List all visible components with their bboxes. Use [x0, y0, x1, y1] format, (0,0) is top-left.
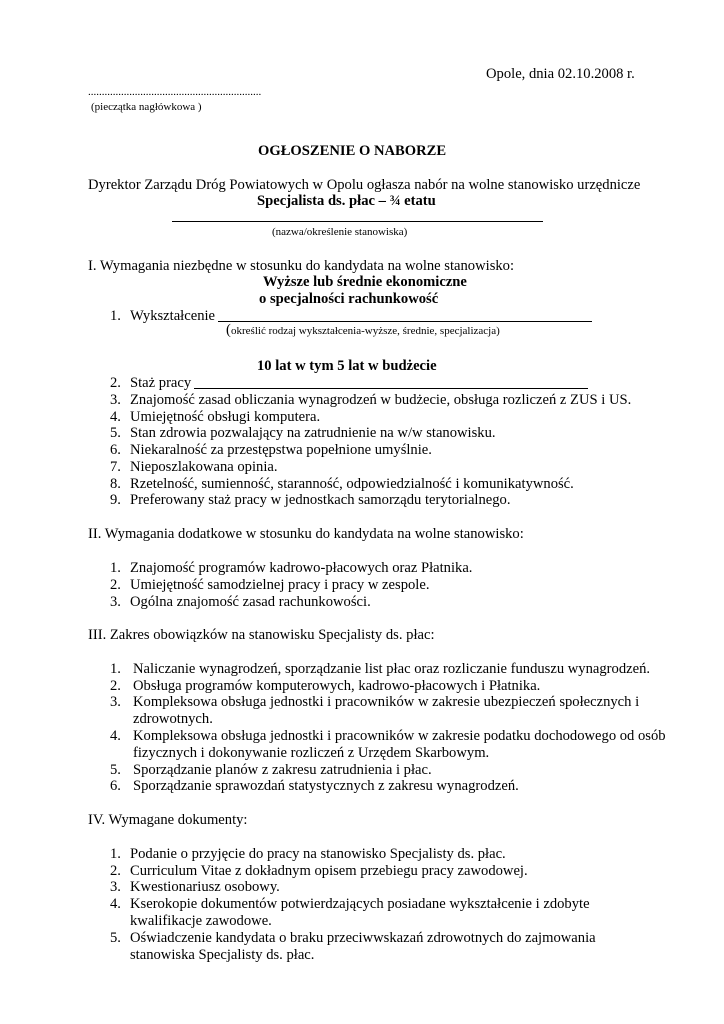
- list-item-number: 2.: [110, 863, 121, 879]
- education-caption: określić rodzaj wykształcenia-wyższe, średnie, specjalizacja): [231, 325, 500, 337]
- list-item: Umiejętność obsługi komputera.: [130, 409, 321, 425]
- list-item: Podanie o przyjęcie do pracy na stanowisko Specjalisty ds. płac.: [130, 846, 506, 862]
- list-item: Umiejętność samodzielnej pracy i pracy w zespole.: [130, 577, 430, 593]
- experience-underline: [194, 388, 588, 389]
- list-item: Stan zdrowia pozwalający na zatrudnienie na w/w stanowisku.: [130, 425, 496, 441]
- list-item-number: 8.: [110, 476, 121, 492]
- education-number: 1.: [110, 308, 121, 324]
- position-name: Specjalista ds. płac – ¾ etatu: [257, 193, 436, 209]
- education-value-line-2: o specjalności rachunkowość: [259, 291, 439, 307]
- list-item-continuation: stanowiska Specjalisty ds. płac.: [130, 947, 315, 963]
- list-item-continuation: zdrowotnych.: [133, 711, 213, 727]
- list-item-number: 1.: [110, 560, 121, 576]
- list-item-number: 5.: [110, 930, 121, 946]
- list-item-number: 7.: [110, 459, 121, 475]
- list-item: Sporządzanie planów z zakresu zatrudnienia i płac.: [133, 762, 432, 778]
- experience-label: Staż pracy: [130, 375, 192, 391]
- intro-text: Dyrektor Zarządu Dróg Powiatowych w Opolu ogłasza nabór na wolne stanowisko urzędnicze: [88, 177, 641, 193]
- section-1-heading: I. Wymagania niezbędne w stosunku do kandydata na wolne stanowisko:: [88, 258, 515, 274]
- list-item-number: 5.: [110, 425, 121, 441]
- list-item-number: 1.: [110, 846, 121, 862]
- list-item-number: 3.: [110, 694, 121, 710]
- list-item-number: 9.: [110, 492, 121, 508]
- place-date: Opole, dnia 02.10.2008 r.: [486, 66, 635, 82]
- list-item: Kwestionariusz osobowy.: [130, 879, 280, 895]
- education-value-line-1: Wyższe lub średnie ekonomiczne: [263, 274, 467, 290]
- list-item: Kompleksowa obsługa jednostki i pracowników w zakresie ubezpieczeń społecznych i: [133, 694, 640, 710]
- section-4-heading: IV. Wymagane dokumenty:: [88, 812, 248, 828]
- education-label: Wykształcenie: [130, 308, 216, 324]
- list-item-number: 3.: [110, 392, 121, 408]
- list-item: Niekaralność za przestępstwa popełnione umyślnie.: [130, 442, 432, 458]
- list-item: Sporządzanie sprawozdań statystycznych z zakresu wynagrodzeń.: [133, 778, 519, 794]
- list-item-number: 6.: [110, 442, 121, 458]
- position-caption: (nazwa/określenie stanowiska): [272, 226, 408, 238]
- list-item: Oświadczenie kandydata o braku przeciwwskazań zdrowotnych do zajmowania: [130, 930, 596, 946]
- list-item: Kserokopie dokumentów potwierdzających posiadane wykształcenie i zdobyte: [130, 896, 590, 912]
- section-2-heading: II. Wymagania dodatkowe w stosunku do kandydata na wolne stanowisko:: [88, 526, 524, 542]
- list-item: Ogólna znajomość zasad rachunkowości.: [130, 594, 371, 610]
- list-item-number: 3.: [110, 879, 121, 895]
- list-item-continuation: kwalifikacje zawodowe.: [130, 913, 272, 929]
- stamp-dots: ...............................................................: [88, 86, 262, 98]
- education-caption-paren: (: [226, 322, 231, 338]
- list-item-number: 6.: [110, 778, 121, 794]
- list-item-number: 4.: [110, 896, 121, 912]
- page-title: OGŁOSZENIE O NABORZE: [258, 143, 447, 159]
- list-item: Znajomość zasad obliczania wynagrodzeń w budżecie, obsługa rozliczeń z ZUS i US.: [130, 392, 632, 408]
- list-item: Znajomość programów kadrowo-płacowych oraz Płatnika.: [130, 560, 473, 576]
- list-item-number: 1.: [110, 661, 121, 677]
- list-item: Preferowany staż pracy w jednostkach samorządu terytorialnego.: [130, 492, 511, 508]
- experience-value: 10 lat w tym 5 lat w budżecie: [257, 358, 437, 374]
- experience-number: 2.: [110, 375, 121, 391]
- list-item: Rzetelność, sumienność, staranność, odpowiedzialność i komunikatywność.: [130, 476, 574, 492]
- position-underline: [172, 221, 543, 222]
- list-item-number: 3.: [110, 594, 121, 610]
- list-item: Curriculum Vitae z dokładnym opisem przebiegu pracy zawodowej.: [130, 863, 528, 879]
- list-item-number: 5.: [110, 762, 121, 778]
- list-item-number: 4.: [110, 409, 121, 425]
- education-underline: [218, 321, 592, 322]
- list-item-number: 2.: [110, 577, 121, 593]
- section-3-heading: III. Zakres obowiązków na stanowisku Specjalisty ds. płac:: [88, 627, 435, 643]
- list-item: Naliczanie wynagrodzeń, sporządzanie list płac oraz rozliczanie funduszu wynagrodzeń.: [133, 661, 651, 677]
- list-item-number: 4.: [110, 728, 121, 744]
- list-item: Obsługa programów komputerowych, kadrowo-płacowych i Płatnika.: [133, 678, 541, 694]
- list-item: Nieposzlakowana opinia.: [130, 459, 278, 475]
- list-item: Kompleksowa obsługa jednostki i pracowników w zakresie podatku dochodowego od osób: [133, 728, 666, 744]
- list-item-number: 2.: [110, 678, 121, 694]
- list-item-continuation: fizycznych i dokonywanie rozliczeń z Urzędem Skarbowym.: [133, 745, 490, 761]
- stamp-label: (pieczątka nagłówkowa ): [91, 101, 202, 113]
